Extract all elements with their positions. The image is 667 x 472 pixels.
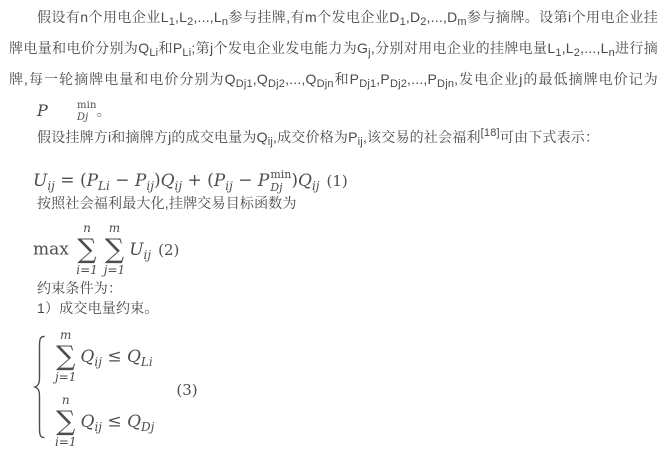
paragraph-objective-intro: 按照社会福利最大化,挂牌交易目标函数为 [37, 195, 297, 212]
constraint-rows [53, 329, 154, 450]
equation-1-social-welfare: $U_{ij} = (P_{Li} - P_{ij})Q_{ij} + (P_{ij}$ − P min Dj )$Q_{ij}$ (1) [33, 168, 348, 194]
left-curly-brace-icon [33, 335, 47, 444]
equation-2-objective-function: max n ∑ i=1 m ∑ j=1 $U_{ij}$ (2) [33, 221, 180, 278]
constraint-row-load: m ∑ j=1 $Q_{ij} \le Q_{Li}$ [55, 328, 153, 385]
equation-label-3: (3) [176, 380, 198, 399]
paragraph-constraint-1-title: 1）成交电量约束。 [37, 300, 159, 317]
paragraph-model-setup: 假设有n个用电企业$L_1,L_2,...,L_n$参与挂牌,有m个发电企业$D_1,D_2,...,D_m$参与摘牌。设第i个用电企业挂牌电量和电价分别为$Q_{Li}$和$P_{Li}$;第j个发电企业发电能力为$G_j$,分别对用电企业的挂牌电量$L_1,L_2,...,L_n$进行摘牌,每一轮摘牌电量和电价分别为$Q_{Dj1},Q_{Dj2},...,Q_{Djn}$和$P_{Dj1},P_{Dj2},...,P_{Djn}$,发电企业j的最低摘牌电价记为 P min Dj 。 [9, 9, 659, 123]
constraint-row-generator: n ∑ i=1 $Q_{ij} \le Q_{Dj}$ [55, 393, 155, 450]
paragraph-social-welfare-intro: 假设挂牌方i和摘牌方j的成交电量为$Q_{ij}$,成交价格为$P_{ij}$,该交易的社会福利[18]可由下式表示： [37, 127, 600, 148]
equation-3-quantity-constraints [33, 329, 658, 450]
paragraph-constraints-intro: 约束条件为： [37, 280, 123, 297]
